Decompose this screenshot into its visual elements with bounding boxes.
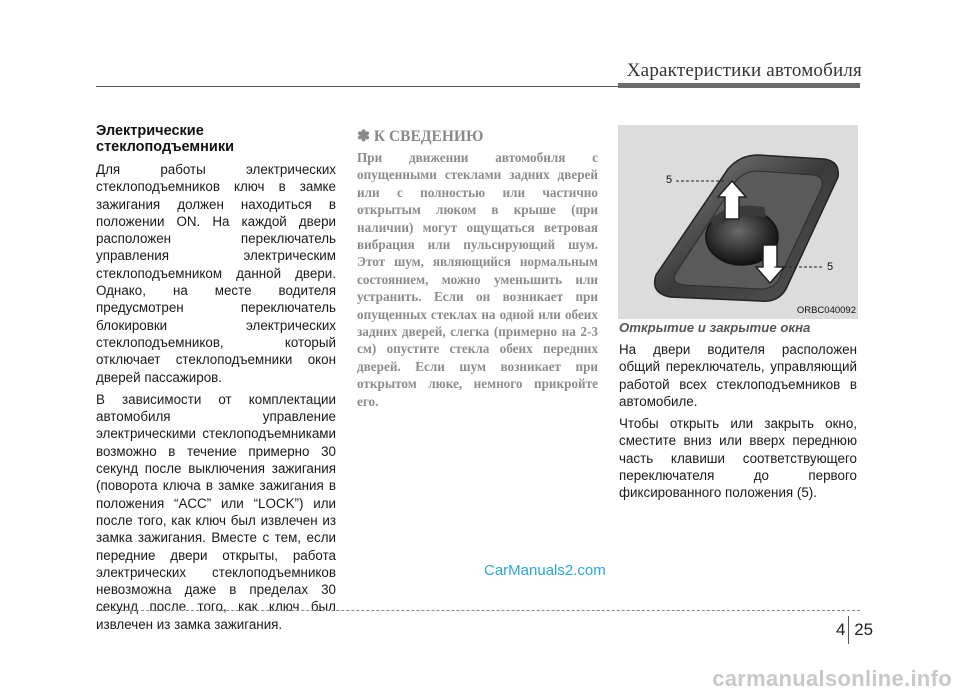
- note-box: [357, 127, 598, 410]
- watermark-link[interactable]: CarManuals2.com: [484, 562, 606, 579]
- figure-label-top: 5: [666, 174, 673, 186]
- switch-panel: [655, 155, 839, 301]
- column-left: [96, 123, 336, 638]
- figure-code: ORBC040092: [796, 305, 856, 316]
- page-number-separator: [848, 616, 849, 644]
- section-paragraph-2: В зависимости от комплектации автомобиля управление электрическими стеклоподъемниками возможно в течение примерно 30 секунд после выключения зажигания (поворота ключа в замке зажигания в положения “ACC” или “LOCK”) или после того, как ключ был извлечен из замка зажигания. Вместе с тем, если передние двери открыты, работа электрических стеклоподъемников невозможна даже в пределах 30 секунд после того, как ключ был извлечен из замка зажигания.: [96, 391, 336, 632]
- subsection-heading: Открытие и закрытие окна: [619, 320, 811, 335]
- note-title: К СВЕДЕНИЮ: [373, 128, 484, 145]
- watermark-bottom: carmanualsonline.info: [712, 666, 952, 691]
- subsection-paragraph-1: На двери водителя расположен общий переключатель, управляющий работой всех стеклоподъемников в автомобиле.: [619, 342, 857, 409]
- figure-label-bottom: 5: [827, 261, 834, 273]
- section-heading: Электрические стеклоподъемники: [96, 123, 234, 155]
- running-header-title: Характеристики автомобиля: [626, 60, 862, 81]
- page-number: [836, 620, 873, 640]
- header-rule: [96, 86, 618, 87]
- note-title-row: [357, 127, 598, 146]
- window-switch-figure: [618, 125, 858, 319]
- window-switch-illustration: [618, 125, 858, 319]
- page-number-value: 25: [854, 620, 874, 639]
- footer-rule: [96, 610, 860, 611]
- column-right: [619, 320, 857, 507]
- note-star-icon: ✽: [357, 128, 370, 145]
- chapter-number: 4: [836, 620, 846, 639]
- subsection-paragraph-2: Чтобы открыть или закрыть окно, сместите вниз или вверх переднюю часть клавиши соответствующего переключателя до первого фиксированного положения (5).: [619, 416, 857, 501]
- header-bar: [618, 83, 860, 88]
- section-paragraph-1: Для работы электрических стеклоподъемников ключ в замке зажигания должен находиться в положении ON. На каждой двери расположен переключатель управления электрическим стеклоподъемником данной двери. Однако, на месте водителя предусмотрен переключатель блокировки электрических стеклоподъемников, который отключает стеклоподъемники окон дверей пассажиров.: [96, 162, 336, 385]
- note-text: При движении автомобиля с опущенными стеклами задних дверей или с полностью или частично открытым люком в крыше (при наличии) могут ощущаться ветровая вибрация или пульсирующий шум. Этот шум, являющийся нормальным состоянием, можно уменьшить или устранить. Если он возникает при опущенных стеклах на одной или обеих задних дверей, слегка (примерно на 2-3 см) опустите стекла обеих передних дверей. Если шум возникает при открытом люке, немного прикройте его.: [357, 150, 598, 409]
